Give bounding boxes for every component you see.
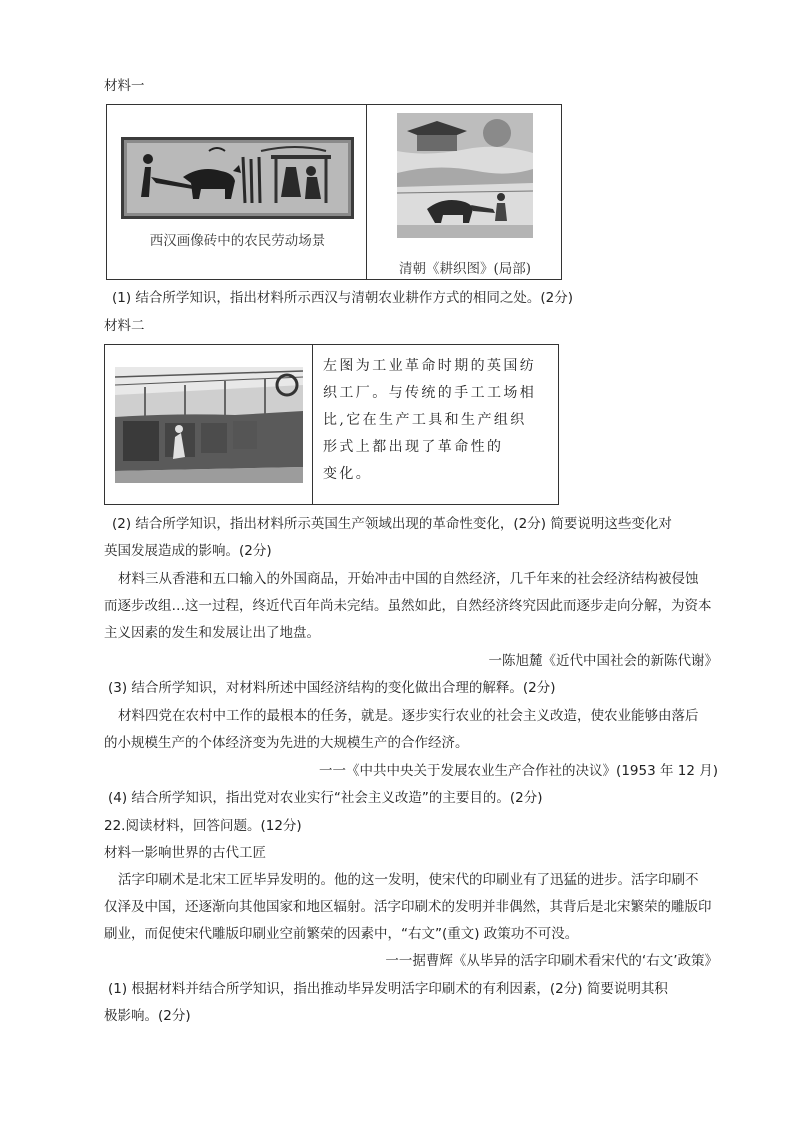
material-4-source: 一一《中共中央关于发展农业生产合作社的决议》(1953 年 12 月): [319, 763, 718, 779]
caption-han: 西汉画像砖中的农民劳动场景: [149, 233, 326, 249]
material-2-label: 材料二: [104, 318, 145, 334]
material-2-figure-box: [104, 344, 559, 505]
q22-material-1-line2: 仅泽及中国，还逐渐向其他国家和地区辐射。活字印刷术的发明并非偶然，其背后是北宋繁荣的雕版印: [104, 899, 712, 915]
material-1-label: 材料一: [104, 78, 145, 94]
q22-question-1-line1: (1) 根据材料并结合所学知识，指出推动毕异发明活字印刷术的有利因素，(2分) 简要说明其积: [108, 981, 668, 997]
q22-question-1-line2: 极影响。(2分): [104, 1008, 191, 1024]
material-1-figure-box: [106, 104, 562, 280]
material-3-line3: 主义因素的发生和发展让出了地盘。: [104, 625, 320, 641]
description-line: 变化。: [323, 466, 373, 482]
question-1: (1) 结合所学知识，指出材料所示西汉与清朝农业耕作方式的相同之处。(2分): [112, 290, 574, 306]
q22-material-1-source: 一一据曹辉《从毕异的活字印刷术看宋代的‘右文’政策》: [385, 953, 718, 969]
q22-material-1-label: 材料一影响世界的古代工匠: [104, 845, 266, 861]
question-2-line2: 英国发展造成的影响。(2分): [104, 543, 272, 559]
question-22-heading: 22.阅读材料，回答问题。(12分): [104, 818, 302, 834]
question-3: (3) 结合所学知识，对材料所述中国经济结构的变化做出合理的解释。(2分): [108, 680, 556, 696]
han-brick-rubbing-image: [121, 137, 354, 219]
material-2-description: [323, 353, 536, 488]
q22-material-1-line3: 刷业，而促使宋代雕版印刷业空前繁荣的因素中，“右文”(重文) 政策功不可没。: [104, 926, 579, 942]
textile-factory-image: [115, 367, 303, 483]
q22-material-1-line1: 活字印刷术是北宋工匠毕异发明的。他的这一发明，使宋代的印刷业有了迅猛的进步。活字印刷不: [118, 872, 699, 888]
description-line: 织工厂。与传统的手工工场相: [323, 385, 537, 401]
material-4-line1: 材料四党在农村中工作的最根本的任务，就是。逐步实行农业的社会主义改造，使农业能够由落后: [118, 708, 699, 724]
description-line: 左图为工业革命时期的英国纺: [323, 358, 537, 374]
question-2-line1: (2) 结合所学知识，指出材料所示英国生产领域出现的革命性变化，(2分) 简要说明这些变化对: [112, 516, 672, 532]
description-line: 形式上都出现了革命性的: [323, 439, 504, 455]
qing-gengzhitu-image: [397, 113, 533, 238]
material-3-line1: 材料三从香港和五口输入的外国商品，开始冲击中国的自然经济，几千年来的社会经济结构被侵蚀: [118, 571, 699, 587]
description-line: 比,它在生产工具和生产组织: [323, 412, 527, 428]
figure-divider: [366, 105, 367, 279]
caption-qing: 清朝《耕织图》(局部): [398, 261, 532, 277]
material-3-source: 一陈旭麓《近代中国社会的新陈代谢》: [488, 653, 718, 669]
question-4: (4) 结合所学知识，指出党对农业实行“社会主义改造”的主要目的。(2分): [108, 790, 543, 806]
figure-divider: [312, 345, 313, 504]
material-4-line2: 的小规模生产的个体经济变为先进的大规模生产的合作经济。: [104, 735, 469, 751]
material-3-line2: 而逐步改组…这一过程，终近代百年尚未完结。虽然如此，自然经济终究因此而逐步走向分解，为资本: [104, 598, 712, 614]
